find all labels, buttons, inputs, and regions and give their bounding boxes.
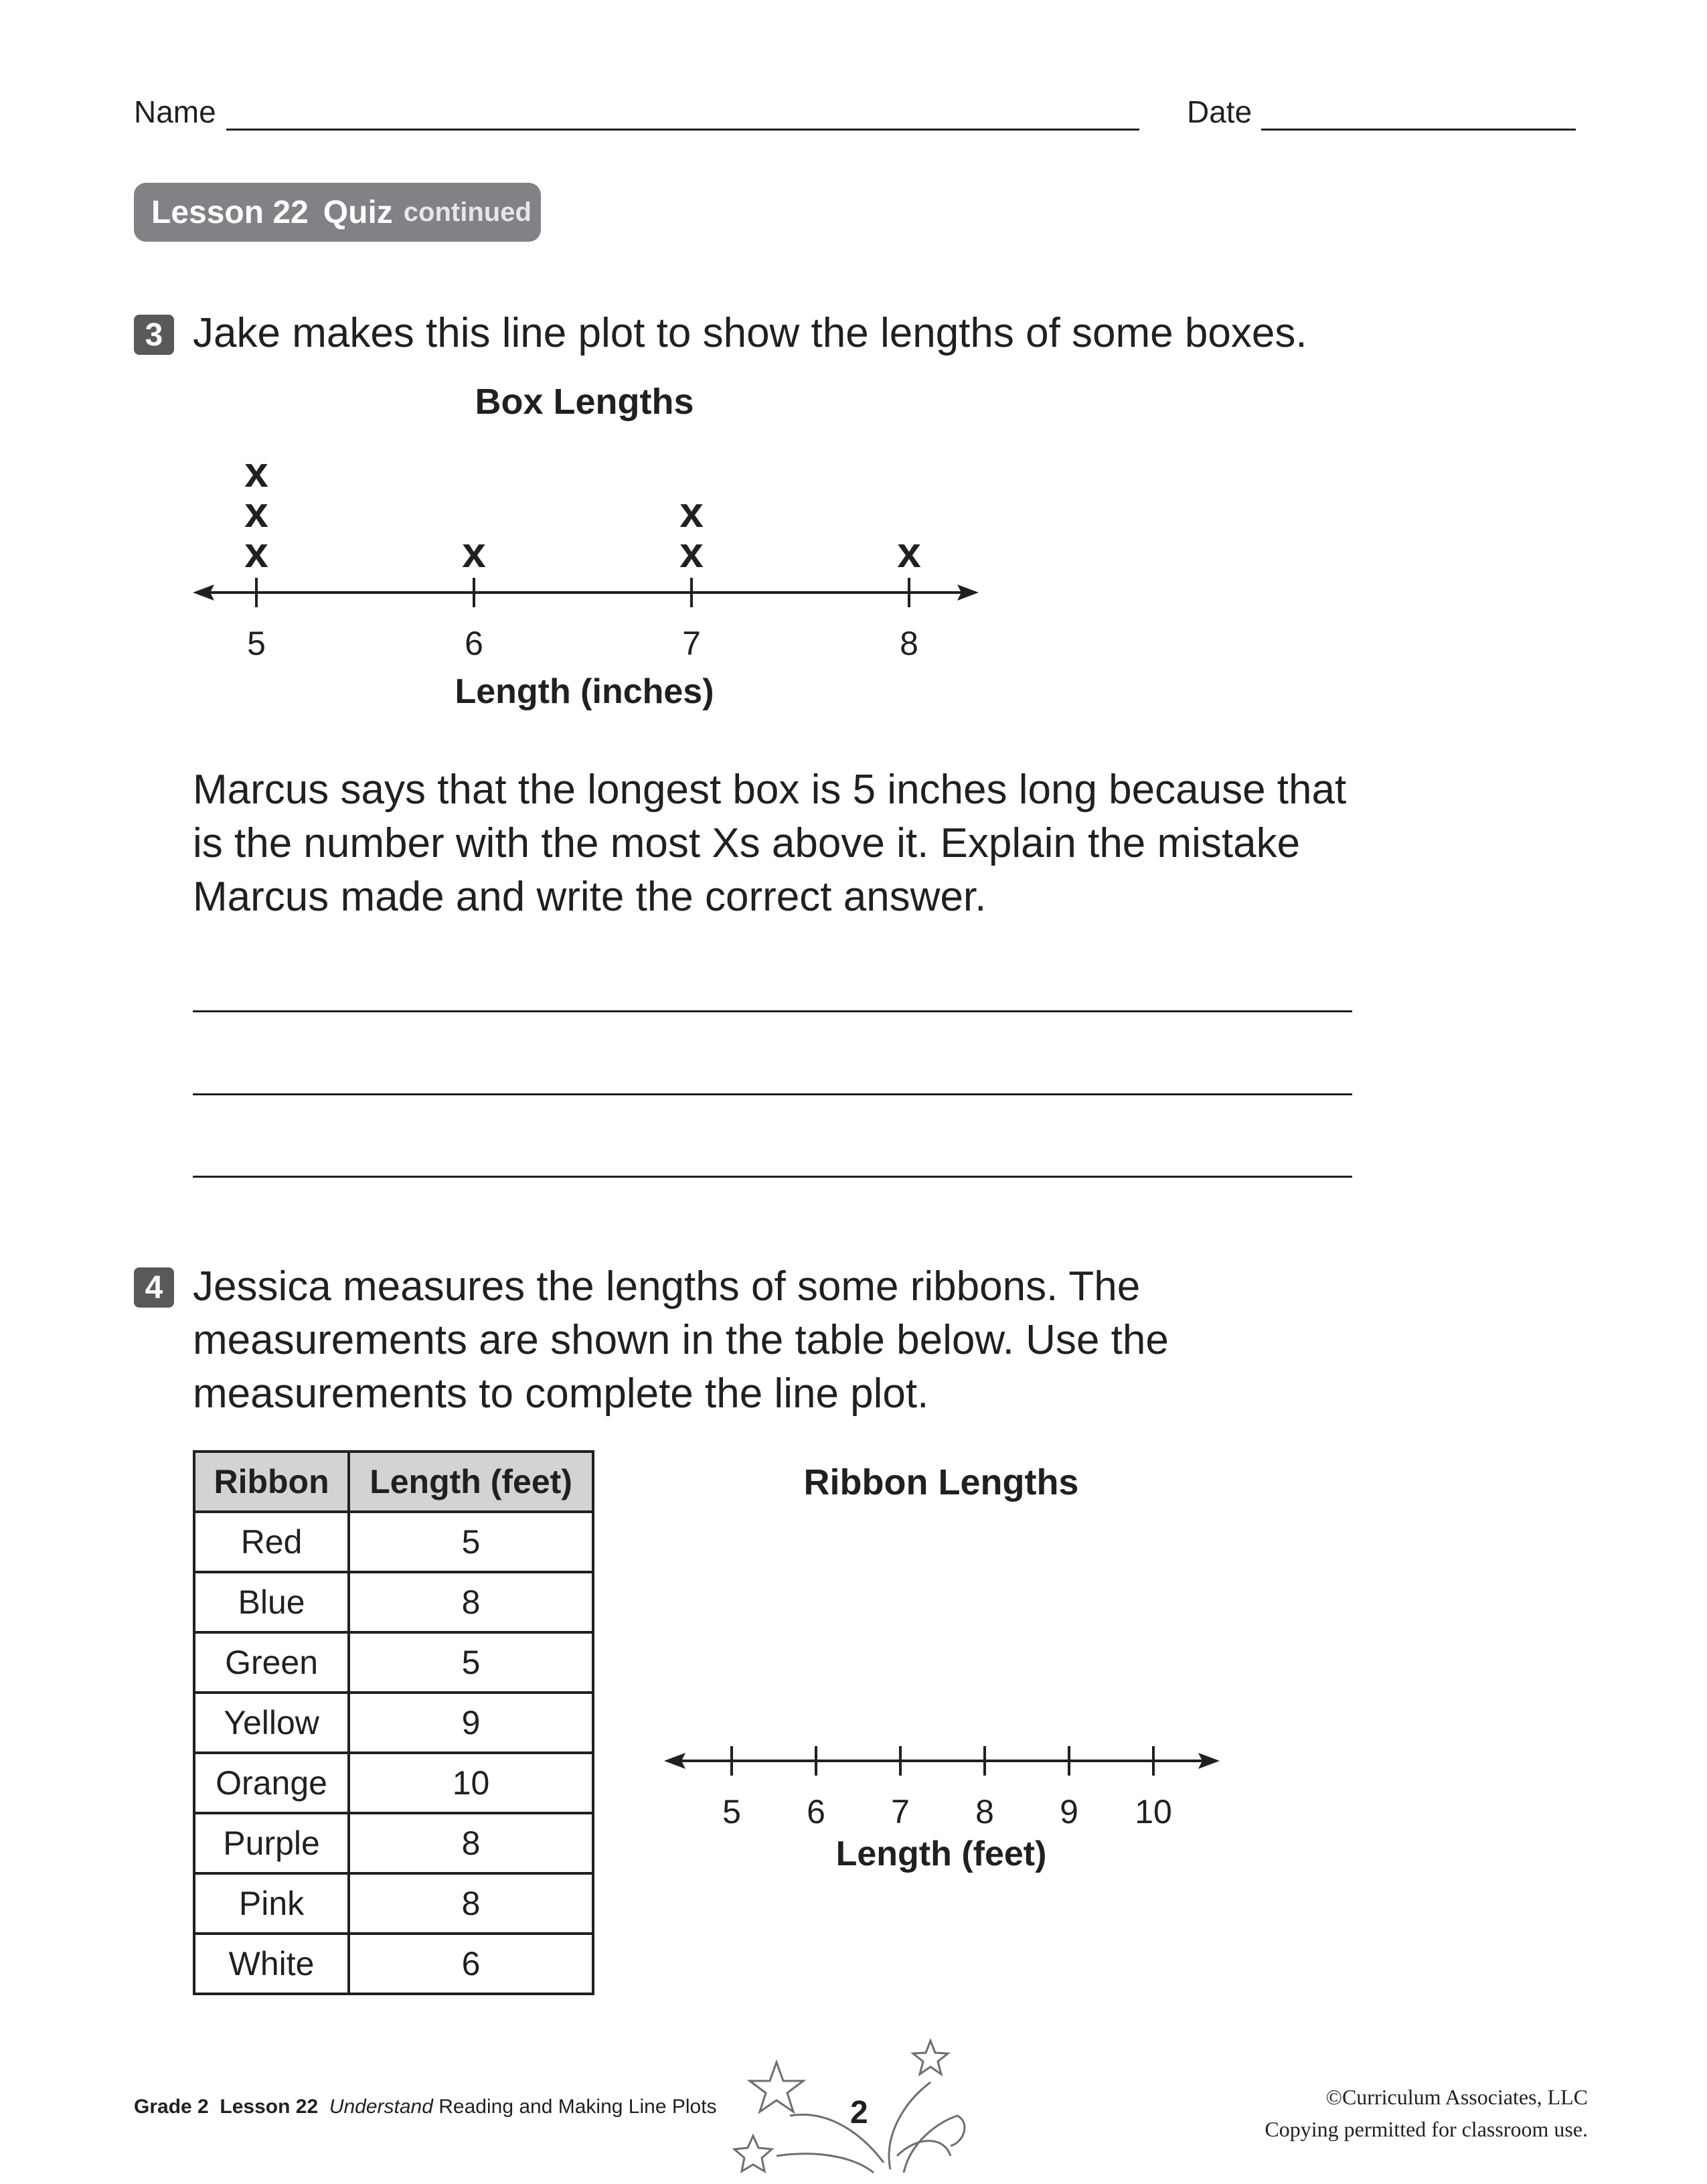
table-row <box>194 1753 593 1813</box>
question-4-prompt-line3: measurements to complete the line plot. <box>193 1371 929 1417</box>
question-4-prompt-line1: Jessica measures the lengths of some ribbons. The <box>193 1263 1141 1310</box>
date-field[interactable] <box>1261 129 1576 131</box>
table-cell-length: 8 <box>349 1572 593 1632</box>
table-cell-length: 5 <box>349 1632 593 1693</box>
data-point-x-mark: x <box>897 528 921 576</box>
table-row <box>194 1572 593 1632</box>
table-row <box>194 1632 593 1693</box>
tick-label: 9 <box>1060 1793 1078 1830</box>
tick-label: 6 <box>465 625 483 662</box>
table-cell-ribbon: Red <box>194 1512 349 1572</box>
data-point-x-mark: x <box>679 488 704 536</box>
tick-label: 7 <box>682 625 701 662</box>
table-cell-length: 8 <box>349 1873 593 1934</box>
data-point-x-mark: x <box>244 448 268 496</box>
box-lengths-axis <box>193 584 979 601</box>
permission-text: Copying permitted for classroom use. <box>1265 2117 1588 2141</box>
question-4-prompt-line2: measurements are shown in the table below. Use the <box>193 1317 1169 1363</box>
answer-line-3[interactable] <box>193 1176 1352 1178</box>
tick-label: 5 <box>722 1793 741 1830</box>
box-lengths-title: Box Lengths <box>475 382 694 422</box>
table-row <box>194 1873 593 1934</box>
table-row <box>194 1813 593 1873</box>
table-cell-ribbon: White <box>194 1934 349 1994</box>
table-header-ribbon: Ribbon <box>194 1452 349 1512</box>
data-point-x-mark: x <box>244 488 268 536</box>
question-3-number: 3 <box>134 315 174 355</box>
answer-line-1[interactable] <box>193 1010 1352 1012</box>
date-label: Date <box>1187 94 1252 129</box>
table-cell-ribbon: Blue <box>194 1572 349 1632</box>
table-cell-length: 5 <box>349 1512 593 1572</box>
box-lengths-line-plot <box>0 375 1071 723</box>
tick-label: 7 <box>891 1793 910 1830</box>
footer-copyright <box>1138 2081 1588 2145</box>
answer-line-2[interactable] <box>193 1093 1352 1095</box>
table-row <box>194 1934 593 1994</box>
footer-course-info <box>134 2096 717 2118</box>
data-point-x-mark: x <box>679 528 704 576</box>
ribbon-lengths-ticks <box>722 1746 1172 1830</box>
footer-grade: Grade 2 <box>134 2096 209 2118</box>
table-cell-ribbon: Green <box>194 1632 349 1693</box>
table-row <box>194 1512 593 1572</box>
ribbon-lengths-xlabel: Length (feet) <box>835 1835 1047 1873</box>
footer-title-italic: Understand <box>329 2096 433 2118</box>
tick-label: 8 <box>975 1793 994 1830</box>
table-cell-ribbon: Orange <box>194 1753 349 1813</box>
table-cell-ribbon: Yellow <box>194 1693 349 1753</box>
tick-label: 6 <box>807 1793 825 1830</box>
data-point-x-mark: x <box>462 528 486 576</box>
footer-lesson: Lesson 22 <box>220 2096 319 2118</box>
badge-quiz: Quiz <box>323 194 393 230</box>
data-point-x-mark: x <box>244 528 268 576</box>
table-cell-length: 6 <box>349 1934 593 1994</box>
question-3-body-line3: Marcus made and write the correct answer. <box>193 874 987 920</box>
name-label: Name <box>134 94 216 129</box>
ribbon-lengths-axis <box>664 1753 1220 1769</box>
copyright-text: ©Curriculum Associates, LLC <box>1325 2085 1588 2109</box>
badge-lesson: Lesson 22 <box>151 194 309 230</box>
tick-label: 8 <box>900 625 918 662</box>
tick-label: 5 <box>247 625 266 662</box>
ribbon-lengths-title: Ribbon Lengths <box>803 1462 1079 1502</box>
ribbon-table <box>193 1450 594 1995</box>
question-3-body-line1: Marcus says that the longest box is 5 inches long because that <box>193 767 1347 813</box>
tick-label: 10 <box>1135 1793 1172 1830</box>
lesson-quiz-badge <box>134 183 541 242</box>
badge-continued: continued <box>403 197 532 227</box>
ribbon-lengths-line-plot[interactable] <box>656 1446 1245 1888</box>
table-header-row <box>194 1452 593 1512</box>
table-cell-ribbon: Purple <box>194 1813 349 1873</box>
box-lengths-xlabel: Length (inches) <box>455 672 714 711</box>
table-cell-length: 8 <box>349 1813 593 1873</box>
table-cell-ribbon: Pink <box>194 1873 349 1934</box>
box-lengths-marks <box>244 448 921 576</box>
footer-title-rest: Reading and Making Line Plots <box>438 2096 717 2118</box>
table-row <box>194 1693 593 1753</box>
question-4-number: 4 <box>134 1267 174 1308</box>
box-lengths-ticks <box>247 578 918 662</box>
question-3-body-line2: is the number with the most Xs above it. Explain the mistake <box>193 820 1301 866</box>
table-cell-length: 10 <box>349 1753 593 1813</box>
name-field[interactable] <box>226 129 1139 131</box>
table-header-length: Length (feet) <box>349 1452 593 1512</box>
page-number: 2 <box>850 2095 868 2130</box>
question-3-prompt: Jake makes this line plot to show the lengths of some boxes. <box>193 310 1307 356</box>
table-cell-length: 9 <box>349 1693 593 1753</box>
